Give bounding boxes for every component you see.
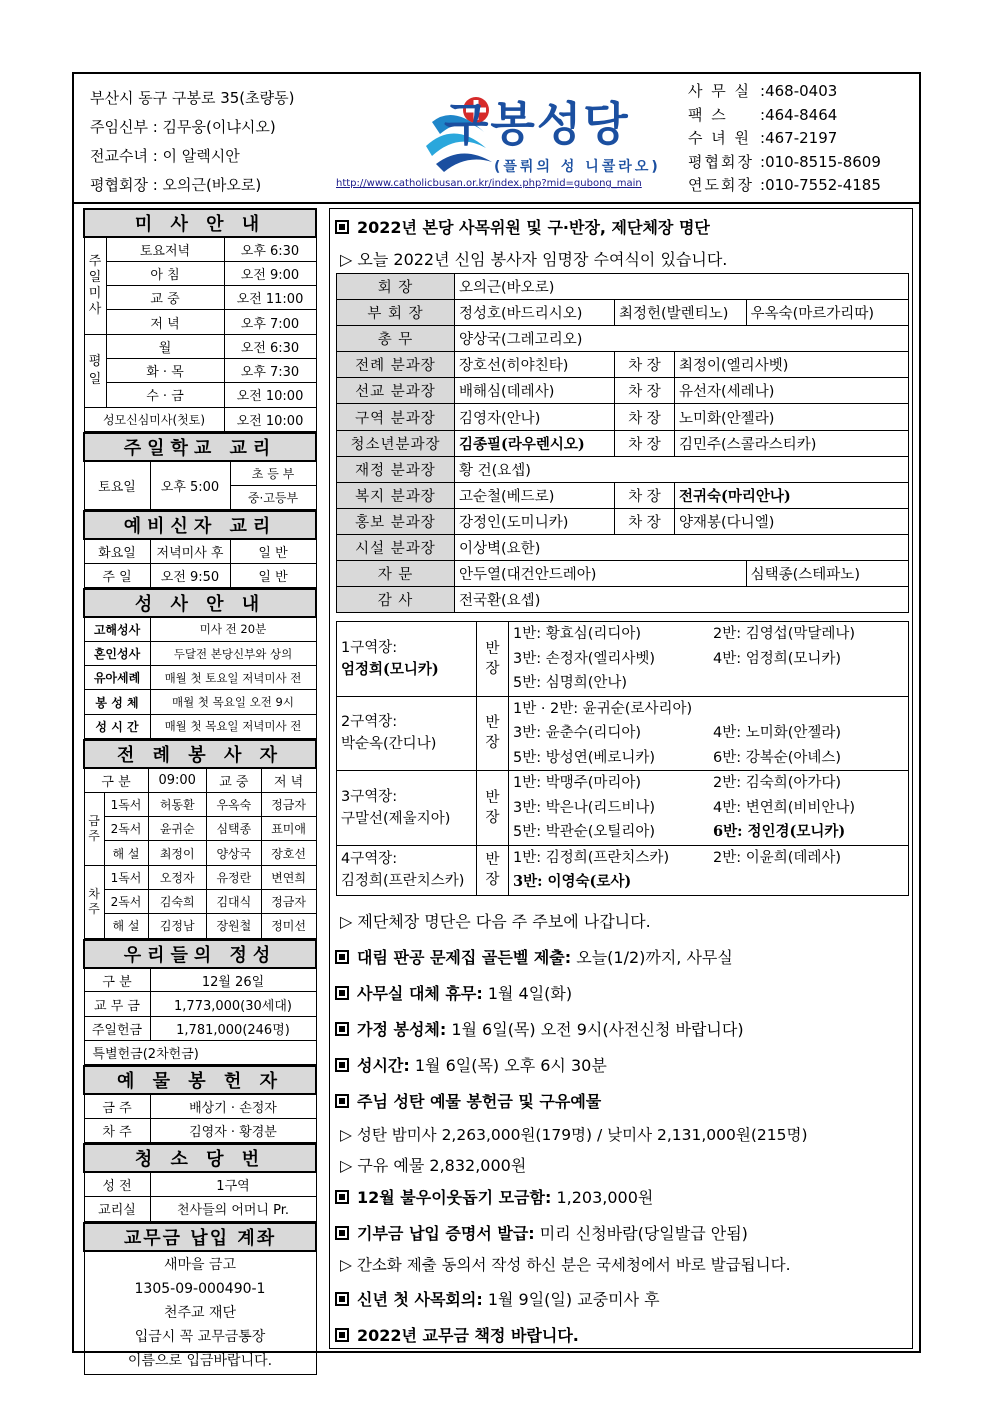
notice: ▷ 제단체장 명단은 다음 주 주보에 나갑니다. bbox=[340, 912, 651, 931]
role: 1독서 bbox=[104, 792, 148, 816]
sacraments bbox=[83, 588, 317, 739]
liturgy-head: 구 분 bbox=[84, 768, 148, 792]
person: 양상국(그레고리오) bbox=[455, 326, 909, 352]
class-group: 일 반 bbox=[230, 563, 316, 587]
cleaning-duty bbox=[83, 1143, 317, 1221]
mass-time: 오후 7:00 bbox=[224, 310, 316, 334]
role: 2독서 bbox=[104, 817, 148, 841]
sacrament-info: 매월 첫 목요일 저녁미사 전 bbox=[150, 714, 316, 738]
website-link[interactable]: http://www.catholicbusan.or.kr/index.php?mid=gubong_main bbox=[336, 178, 642, 189]
mass-time: 오전 9:00 bbox=[224, 261, 316, 285]
person: 심택종(스테파노) bbox=[746, 561, 908, 587]
role: 1독서 bbox=[104, 865, 148, 889]
ban-leader: 3반: 손정자(엘리사벳) bbox=[513, 650, 656, 667]
square-bullet-icon bbox=[335, 1058, 349, 1072]
person: 우옥숙(마르가리따) bbox=[746, 300, 908, 326]
person: 최정헌(발렌티노) bbox=[615, 300, 747, 326]
server: 유정란 bbox=[206, 865, 261, 889]
ban-leader: 2반: 김숙희(아가다) bbox=[713, 775, 842, 791]
donor-names: 김영자 · 황경분 bbox=[150, 1119, 316, 1143]
offering-value: 12월 26일 bbox=[150, 968, 316, 992]
this-week-label: 금주 bbox=[84, 792, 104, 865]
mass-name: 아 침 bbox=[106, 261, 224, 285]
ban-leader: 3반: 박은나(리드비나) bbox=[513, 799, 656, 816]
ban-leader: 1반 · 2반: 윤귀순(로사리아) bbox=[513, 700, 693, 717]
mass-name: 월 bbox=[106, 334, 224, 358]
sacrament-title: 성 사 안 내 bbox=[84, 589, 316, 617]
contact-value: 010-8515-8609 bbox=[765, 152, 881, 171]
ban-leader bbox=[713, 697, 883, 722]
mass-time: 오전 6:30 bbox=[224, 334, 316, 358]
ban-label: 반장 bbox=[477, 771, 509, 846]
item-title: 성시간: bbox=[357, 1056, 410, 1075]
ban-leader: 1반: 김정희(프란치스카) bbox=[513, 849, 670, 866]
notice-item bbox=[335, 1017, 744, 1040]
ban-leader: 4반: 엄정희(모니카) bbox=[713, 650, 842, 667]
item-detail: 1월 6일(목) 오후 6시 30분 bbox=[409, 1056, 607, 1075]
mass-time: 오전 10:00 bbox=[224, 383, 316, 407]
server: 최정이 bbox=[148, 841, 206, 865]
bank-name: 새마을 금고 bbox=[163, 1256, 237, 1273]
mass-time: 오전 10:00 bbox=[224, 407, 316, 431]
sacrament-info: 두달전 본당신부와 상의 bbox=[150, 641, 316, 665]
donor-week: 차 주 bbox=[84, 1119, 150, 1143]
offering-value: 1,781,000(246명) bbox=[150, 1016, 316, 1040]
person: 고순철(베드로) bbox=[455, 482, 615, 508]
catechumen-title: 예비신자 교리 bbox=[84, 511, 316, 539]
contact-row bbox=[688, 80, 881, 104]
district-leader bbox=[337, 845, 477, 895]
offering-label: 교 무 금 bbox=[84, 992, 150, 1016]
cleaning-place: 교리실 bbox=[84, 1197, 150, 1221]
class-time: 오전 9:50 bbox=[150, 563, 230, 587]
item-title: 신년 첫 사목회의: bbox=[357, 1290, 483, 1309]
server: 김정남 bbox=[148, 914, 206, 938]
class-group: 일 반 bbox=[230, 539, 316, 563]
sacrament-name: 봉 성 체 bbox=[84, 690, 150, 714]
notice-item bbox=[335, 945, 733, 968]
sacrament-info: 매월 첫 토요일 저녁미사 전 bbox=[150, 666, 316, 690]
ban-leader: 2반: 김영섭(막달레나) bbox=[713, 626, 856, 642]
crib-offering: ▷ 구유 예물 2,832,000원 bbox=[340, 1156, 527, 1175]
role: 자 문 bbox=[337, 561, 455, 587]
server: 김숙희 bbox=[148, 890, 206, 914]
contact-label: 연도회장 bbox=[688, 176, 754, 194]
person: 정성호(바드리시오) bbox=[455, 300, 615, 326]
role: 선교 분과장 bbox=[337, 378, 455, 404]
contact-value: 467-2197 bbox=[765, 129, 838, 147]
ban-label: 반장 bbox=[477, 845, 509, 895]
server: 장호선 bbox=[261, 841, 316, 865]
person: 양재봉(다니엘) bbox=[675, 508, 909, 534]
notice-item bbox=[335, 1221, 748, 1244]
role: 재정 분과장 bbox=[337, 456, 455, 482]
server: 윤귀순 bbox=[148, 817, 206, 841]
item-title: 2022년 교무금 책정 바랍니다. bbox=[357, 1326, 579, 1345]
ban-line bbox=[513, 697, 904, 722]
offering-label: 구 분 bbox=[84, 968, 150, 992]
notice-item bbox=[335, 1287, 660, 1310]
contact-value: 468-0403 bbox=[765, 82, 838, 100]
district-leader bbox=[337, 696, 477, 771]
square-bullet-icon bbox=[335, 1190, 349, 1204]
ban-leader: 5반: 심명희(안나) bbox=[513, 675, 628, 691]
ban-leader: 4반: 노미화(안젤라) bbox=[713, 725, 842, 741]
server: 우옥숙 bbox=[206, 792, 261, 816]
server: 허동환 bbox=[148, 792, 206, 816]
item-title: 사무실 대체 휴무: bbox=[357, 984, 483, 1003]
role: 해 설 bbox=[104, 841, 148, 865]
mass-time: 오전 11:00 bbox=[224, 286, 316, 310]
mass-schedule bbox=[83, 208, 317, 432]
separator: : bbox=[760, 82, 766, 100]
ban-leader: 1반: 황효심(리디아) bbox=[513, 626, 642, 642]
contact-label: 평협회장 bbox=[688, 152, 754, 171]
sunday-label: 주일미사 bbox=[84, 237, 106, 334]
class-day: 화요일 bbox=[84, 539, 150, 563]
district-name: 1구역장: bbox=[341, 639, 398, 656]
deposit-note: 입금시 꼭 교무금통장 bbox=[134, 1328, 266, 1345]
ban-leaders bbox=[509, 845, 909, 895]
ban-leader: 1반: 박맹주(마리아) bbox=[513, 775, 642, 791]
patron-saint: (플뤼의 성 니콜라오) bbox=[494, 159, 661, 175]
notice-item bbox=[335, 1053, 607, 1076]
cleaning-place: 성 전 bbox=[84, 1172, 150, 1196]
separator: : bbox=[760, 105, 766, 124]
item-title: 주님 성탄 예물 봉헌금 및 구유예물 bbox=[357, 1092, 602, 1111]
sacrament-info: 미사 전 20분 bbox=[150, 617, 316, 641]
district-person: 박순옥(간디나) bbox=[341, 736, 437, 753]
contacts bbox=[688, 80, 881, 198]
notice-item bbox=[335, 1089, 601, 1112]
account-details bbox=[84, 1251, 316, 1375]
mass-name: 저 녁 bbox=[106, 310, 224, 334]
contact-value: 010-7552-4185 bbox=[765, 176, 881, 194]
ban-label: 반장 bbox=[477, 696, 509, 771]
square-bullet-icon bbox=[335, 1226, 349, 1240]
liturgy-head: 09:00 bbox=[148, 768, 206, 792]
next-week-label: 차주 bbox=[84, 865, 104, 938]
district-row bbox=[337, 622, 909, 697]
district-row bbox=[337, 696, 909, 771]
ban-leader: 3반: 이영숙(로사) bbox=[513, 873, 632, 890]
item-detail: 1월 9일(일) 교중미사 후 bbox=[482, 1290, 660, 1309]
cleaning-group: 천사들의 어머니 Pr. bbox=[150, 1197, 316, 1221]
item-title: 대림 판공 문제집 골든벨 제출: bbox=[357, 948, 572, 967]
person: 전귀숙(마리안나) bbox=[675, 482, 909, 508]
item-title: 기부금 납입 증명서 발급: bbox=[357, 1224, 535, 1243]
server: 김대식 bbox=[206, 890, 261, 914]
school-time: 오후 5:00 bbox=[150, 461, 230, 510]
server: 오정자 bbox=[148, 865, 206, 889]
address: 부산시 동구 구봉로 35(초량동) bbox=[90, 89, 295, 107]
role: 차 장 bbox=[615, 482, 675, 508]
notice: ▷ 오늘 2022년 신임 봉사자 임명장 수여식이 있습니다. bbox=[340, 250, 728, 269]
person: 김종필(라우렌시오) bbox=[455, 430, 615, 456]
district-person: 김정희(프란치스카) bbox=[341, 873, 465, 889]
liturgy-head: 저 녁 bbox=[261, 768, 316, 792]
account-number: 1305-09-000490-1 bbox=[134, 1280, 266, 1297]
role: 복지 분과장 bbox=[337, 482, 455, 508]
sister: 전교수녀 : 이 알렉시안 bbox=[90, 147, 240, 165]
role: 차 장 bbox=[615, 430, 675, 456]
ban-leader: 5반: 박관순(오틸리아) bbox=[513, 824, 656, 840]
contact-label: 팩 스 bbox=[688, 105, 728, 124]
square-bullet-icon bbox=[335, 1022, 349, 1036]
district-row bbox=[337, 845, 909, 895]
role: 구역 분과장 bbox=[337, 404, 455, 430]
separator: : bbox=[760, 129, 766, 147]
school-group: 중·고등부 bbox=[230, 485, 316, 509]
mass-name: 화 · 목 bbox=[106, 358, 224, 382]
first-saturday-mass: 성모신심미사(첫토) bbox=[84, 407, 224, 431]
notice-item bbox=[335, 1323, 579, 1346]
ban-leaders bbox=[509, 622, 909, 697]
role: 감 사 bbox=[337, 587, 455, 613]
ban-leader: 5반: 방성연(베로니카) bbox=[513, 749, 656, 766]
role: 2독서 bbox=[104, 890, 148, 914]
person: 전국환(요셉) bbox=[455, 587, 909, 613]
account-title: 교무금 납입 계좌 bbox=[84, 1223, 316, 1251]
sacrament-info: 매월 첫 목요일 오전 9시 bbox=[150, 690, 316, 714]
donor-week: 금 주 bbox=[84, 1094, 150, 1118]
contact-row bbox=[688, 127, 881, 151]
account-info bbox=[83, 1222, 317, 1376]
server: 변연희 bbox=[261, 865, 316, 889]
notice-item bbox=[335, 1185, 653, 1208]
square-bullet-icon bbox=[335, 1328, 349, 1342]
item-title: 12월 불우이웃돕기 모금함: bbox=[357, 1188, 552, 1207]
mass-time: 오후 7:30 bbox=[224, 358, 316, 382]
donor-title: 예 물 봉 헌 자 bbox=[84, 1066, 316, 1094]
district-name: 3구역장: bbox=[341, 788, 398, 805]
square-bullet-icon bbox=[335, 986, 349, 1000]
person: 최정이(엘리사벳) bbox=[675, 352, 909, 378]
ban-label: 반장 bbox=[477, 622, 509, 697]
catechumen-class bbox=[83, 510, 317, 588]
council-head: 평협회장 : 오의근(바오로) bbox=[90, 176, 262, 194]
server: 정금자 bbox=[261, 792, 316, 816]
ban-line bbox=[513, 622, 904, 647]
district-name: 2구역장: bbox=[341, 714, 398, 731]
person: 이상벽(요한) bbox=[455, 534, 909, 560]
server: 양상국 bbox=[206, 841, 261, 865]
mass-name: 토요저녁 bbox=[106, 237, 224, 261]
sacrament-name: 성 시 간 bbox=[84, 714, 150, 738]
role: 시설 분과장 bbox=[337, 534, 455, 560]
role: 청소년분과장 bbox=[337, 430, 455, 456]
item-detail: 1월 4일(화) bbox=[482, 984, 573, 1003]
item-title: 가정 봉성체: bbox=[357, 1020, 447, 1039]
person: 김민주(스콜라스티카) bbox=[675, 430, 909, 456]
person: 황 건(요셉) bbox=[455, 456, 909, 482]
square-bullet-icon bbox=[335, 950, 349, 964]
cleaning-title: 청 소 당 번 bbox=[84, 1144, 316, 1172]
role: 차 장 bbox=[615, 404, 675, 430]
heading-text: 2022년 본당 사목위원 및 구·반장, 제단체장 명단 bbox=[357, 218, 710, 237]
ban-line bbox=[513, 771, 904, 796]
item-detail: 1,203,000원 bbox=[551, 1188, 654, 1207]
person: 유선자(세레나) bbox=[675, 378, 909, 404]
district-person: 엄정희(모니카) bbox=[341, 660, 439, 678]
ban-leader bbox=[713, 671, 883, 696]
ban-leader bbox=[713, 870, 883, 895]
ban-leader: 3반: 윤춘수(리디아) bbox=[513, 725, 642, 741]
officers-heading bbox=[335, 215, 710, 238]
person: 노미화(안젤라) bbox=[675, 404, 909, 430]
offering-title: 우리들의 정성 bbox=[84, 940, 316, 968]
server: 심택종 bbox=[206, 817, 261, 841]
school-day: 토요일 bbox=[84, 461, 150, 510]
liturgy-head: 교 중 bbox=[206, 768, 261, 792]
mass-name: 교 중 bbox=[106, 286, 224, 310]
weekday-label: 평일 bbox=[84, 334, 106, 407]
ban-line bbox=[513, 820, 904, 845]
item-detail: 1월 6일(목) 오전 9시(사전신청 바랍니다) bbox=[446, 1020, 744, 1039]
ban-leaders bbox=[509, 696, 909, 771]
christmas-offering: ▷ 성탄 밤미사 2,263,000원(179명) / 낮미사 2,131,000원(215명) bbox=[340, 1126, 808, 1144]
role: 회 장 bbox=[337, 274, 455, 300]
mass-name: 수 · 금 bbox=[106, 383, 224, 407]
contact-label: 사 무 실 bbox=[688, 82, 752, 100]
role: 차 장 bbox=[615, 508, 675, 534]
offering-value: 1,773,000(30세대) bbox=[150, 992, 316, 1016]
header bbox=[74, 74, 919, 204]
square-bullet-icon bbox=[335, 220, 349, 234]
server: 장원철 bbox=[206, 914, 261, 938]
districts-table bbox=[336, 621, 909, 896]
offerings bbox=[83, 939, 317, 1066]
ban-line bbox=[513, 746, 904, 771]
contact-label: 수 녀 원 bbox=[688, 129, 752, 147]
account-holder: 천주교 재단 bbox=[163, 1304, 237, 1321]
district-person: 구말선(제울지아) bbox=[341, 810, 451, 827]
person: 배해심(데레사) bbox=[455, 378, 615, 404]
notice-item bbox=[335, 981, 572, 1004]
church-title: 구봉성당 bbox=[444, 97, 630, 151]
class-day: 주 일 bbox=[84, 563, 150, 587]
cleaning-group: 1구역 bbox=[150, 1172, 316, 1196]
person: 오의근(바오로) bbox=[455, 274, 909, 300]
header-info bbox=[90, 84, 295, 200]
contact-row bbox=[688, 174, 881, 198]
server: 정금자 bbox=[261, 890, 316, 914]
person: 안두열(대건안드레아) bbox=[455, 561, 747, 587]
deposit-note: 이름으로 입금바랍니다. bbox=[127, 1352, 273, 1369]
role: 총 무 bbox=[337, 326, 455, 352]
class-time: 저녁미사 후 bbox=[150, 539, 230, 563]
role: 차 장 bbox=[615, 352, 675, 378]
server: 표미애 bbox=[261, 817, 316, 841]
contact-row bbox=[688, 104, 881, 128]
officers-table bbox=[336, 273, 909, 613]
ban-line bbox=[513, 846, 904, 871]
donor-names: 배상기 · 손정자 bbox=[150, 1094, 316, 1118]
mass-time: 오후 6:30 bbox=[224, 237, 316, 261]
left-column bbox=[83, 208, 317, 1375]
ban-leader: 2반: 이윤희(데레사) bbox=[713, 849, 842, 866]
role: 부 회 장 bbox=[337, 300, 455, 326]
sacrament-name: 혼인성사 bbox=[84, 641, 150, 665]
role: 전례 분과장 bbox=[337, 352, 455, 378]
role: 해 설 bbox=[104, 914, 148, 938]
role: 차 장 bbox=[615, 378, 675, 404]
person: 김영자(안나) bbox=[455, 404, 615, 430]
square-bullet-icon bbox=[335, 1094, 349, 1108]
district-leader bbox=[337, 622, 477, 697]
district-row bbox=[337, 771, 909, 846]
ban-leader: 6반: 정인경(모니카) bbox=[713, 823, 846, 840]
sacrament-name: 유아세례 bbox=[84, 666, 150, 690]
ban-line bbox=[513, 671, 904, 696]
donors bbox=[83, 1065, 317, 1143]
square-bullet-icon bbox=[335, 1292, 349, 1306]
district-leader bbox=[337, 771, 477, 846]
separator: : bbox=[760, 176, 766, 194]
server: 정미선 bbox=[261, 914, 316, 938]
pastor: 주임신부 : 김무웅(이냐시오) bbox=[90, 118, 276, 136]
right-column bbox=[329, 208, 913, 1349]
contact-row bbox=[688, 151, 881, 175]
role: 홍보 분과장 bbox=[337, 508, 455, 534]
ban-line bbox=[513, 870, 904, 895]
special-offering: 특별헌금(2차헌금) bbox=[84, 1041, 316, 1065]
ban-leaders bbox=[509, 771, 909, 846]
liturgy-servers bbox=[83, 739, 317, 939]
liturgy-title: 전 례 봉 사 자 bbox=[84, 740, 316, 768]
notice: ▷ 간소화 제출 동의서 작성 하신 분은 국세청에서 바로 발급됩니다. bbox=[340, 1256, 791, 1274]
ban-line bbox=[513, 647, 904, 672]
bulletin-frame bbox=[72, 72, 921, 1369]
sunday-school-title: 주일학교 교리 bbox=[84, 433, 316, 461]
ban-line bbox=[513, 796, 904, 821]
item-detail: 미리 신청바람(당일발급 안됨) bbox=[534, 1224, 748, 1243]
ban-leader: 6반: 강복순(아녜스) bbox=[713, 749, 842, 766]
person: 강정인(도미니카) bbox=[455, 508, 615, 534]
item-detail: 오늘(1/2)까지, 사무실 bbox=[571, 948, 733, 967]
sunday-school bbox=[83, 432, 317, 510]
contact-value: 464-8464 bbox=[765, 105, 838, 124]
school-group: 초 등 부 bbox=[230, 461, 316, 485]
sacrament-name: 고해성사 bbox=[84, 617, 150, 641]
ban-line bbox=[513, 721, 904, 746]
ban-leader: 4반: 변연희(비비안나) bbox=[713, 799, 856, 816]
district-name: 4구역장: bbox=[341, 851, 398, 867]
offering-label: 주일헌금 bbox=[84, 1016, 150, 1040]
separator: : bbox=[760, 152, 766, 171]
person: 장호선(히야친타) bbox=[455, 352, 615, 378]
mass-title: 미 사 안 내 bbox=[84, 209, 316, 237]
